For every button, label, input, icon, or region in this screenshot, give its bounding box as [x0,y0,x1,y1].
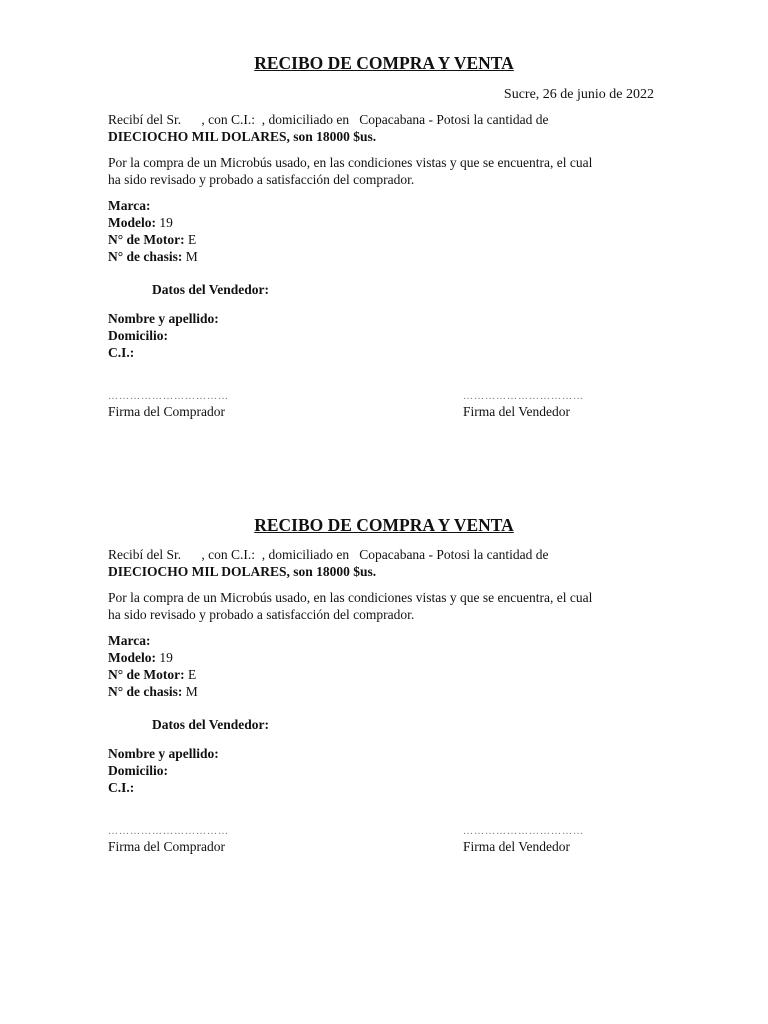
field-domicilio: Domicilio: [108,763,168,778]
field-nombre: Nombre y apellido: [108,746,219,761]
receipt-title: RECIBO DE COMPRA Y VENTA [254,53,514,73]
field-ci: C.I.: [108,780,135,795]
intro-line-1: Recibí del Sr. , con C.I.: , domiciliado en Copacabana - Potosi la cantidad de [108,112,549,127]
field-motor: N° de Motor: E [108,667,197,682]
receipt-1 [108,52,668,431]
field-domicilio: Domicilio: [108,328,168,343]
field-marca: Marca: [108,633,151,648]
buyer-signature [108,391,229,420]
field-ci: C.I.: [108,345,135,360]
buyer-signature-label: Firma del Comprador [108,404,225,419]
receipt-2 [108,514,668,866]
seller-signature [463,826,584,855]
vendor-details [108,745,668,796]
field-modelo: Modelo: 19 [108,215,173,230]
buyer-signature [108,826,229,855]
signature-block [108,391,668,431]
vehicle-details [108,197,668,265]
signature-block [108,826,668,866]
purchase-paragraph-line-1: Por la compra de un Microbús usado, en las condiciones vistas y que se encuentra, el cual [108,590,593,605]
amount-text: DIECIOCHO MIL DOLARES, son 18000 $us. [108,564,377,579]
purchase-paragraph-line-2: ha sido revisado y probado a satisfacción del comprador. [108,607,415,622]
vendor-heading: Datos del Vendedor: [152,717,270,732]
amount-text: DIECIOCHO MIL DOLARES, son 18000 $us. [108,129,377,144]
intro-line-2 [108,563,668,580]
purchase-paragraph-line-2: ha sido revisado y probado a satisfacción del comprador. [108,172,415,187]
vendor-details [108,310,668,361]
field-chasis: N° de chasis: M [108,249,198,264]
signature-line: …………………………… [108,826,229,837]
field-marca: Marca: [108,198,151,213]
field-nombre: Nombre y apellido: [108,311,219,326]
intro-line-1: Recibí del Sr. , con C.I.: , domiciliado en Copacabana - Potosi la cantidad de [108,547,549,562]
field-motor: N° de Motor: E [108,232,197,247]
receipt-date: Sucre, 26 de junio de 2022 [503,87,654,102]
signature-line: …………………………… [463,826,584,837]
seller-signature-label: Firma del Vendedor [463,839,570,854]
purchase-paragraph-line-1: Por la compra de un Microbús usado, en las condiciones vistas y que se encuentra, el cual [108,155,593,170]
intro-line-2 [108,128,668,145]
field-chasis: N° de chasis: M [108,684,198,699]
receipt-title: RECIBO DE COMPRA Y VENTA [254,515,514,535]
field-modelo: Modelo: 19 [108,650,173,665]
seller-signature-label: Firma del Vendedor [463,404,570,419]
buyer-signature-label: Firma del Comprador [108,839,225,854]
seller-signature [463,391,584,420]
signature-line: …………………………… [463,391,584,402]
vendor-heading: Datos del Vendedor: [152,282,270,297]
signature-line: …………………………… [108,391,229,402]
vehicle-details [108,632,668,700]
